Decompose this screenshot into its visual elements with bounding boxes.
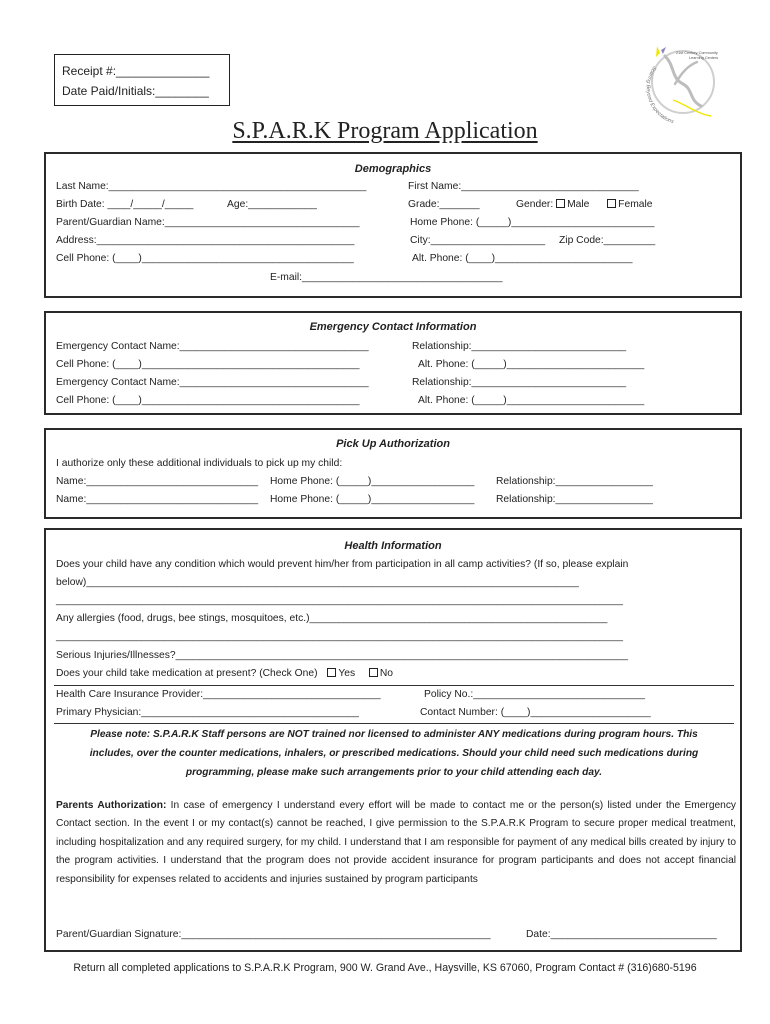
emergency-contact-section xyxy=(44,311,742,415)
zip-code-field[interactable]: Zip Code:_________ xyxy=(559,235,656,246)
email-field[interactable]: E-mail:___________________________________ xyxy=(270,272,503,283)
medication-group xyxy=(56,667,393,681)
condition-question: Does your child have any condition which would prevent him/her from participation in all camp activities? (If so, please explain xyxy=(56,559,629,570)
svg-text:Soaring Beyond Expectations xyxy=(645,65,675,126)
emergency-contact2-name-field[interactable]: Emergency Contact Name:_________________________________ xyxy=(56,377,369,388)
condition-extra-line[interactable]: ___________________________________________________________________________________________________ xyxy=(56,595,623,606)
medication-note-line1: Please note: S.P.A.R.K Staff persons are NOT trained nor licensed to administer ANY medications during program hours. This xyxy=(90,729,698,740)
pickup-name1-field[interactable]: Name:______________________________ xyxy=(56,476,259,487)
program-logo xyxy=(645,44,725,124)
condition-explain-field[interactable]: below)______________________________________________________________________________________ xyxy=(56,577,579,588)
pickup-intro-text: I authorize only these additional individuals to pick up my child: xyxy=(56,458,343,469)
emergency-contact2-relationship-field[interactable]: Relationship:___________________________ xyxy=(412,377,627,388)
emergency-heading: Emergency Contact Information xyxy=(309,321,477,333)
male-checkbox[interactable] xyxy=(556,199,565,208)
address-field[interactable]: Address:_____________________________________________ xyxy=(56,235,355,246)
parents-authorization-text xyxy=(56,797,736,889)
divider-rule xyxy=(54,685,734,686)
gender-group xyxy=(516,198,653,212)
alt-phone-field[interactable]: Alt. Phone: (____)________________________ xyxy=(412,253,633,264)
physician-contact-number-field[interactable]: Contact Number: (____)_____________________ xyxy=(420,707,651,718)
emergency-contact1-relationship-field[interactable]: Relationship:___________________________ xyxy=(412,341,627,352)
grade-field[interactable]: Grade:_______ xyxy=(408,199,480,210)
primary-physician-field[interactable]: Primary Physician:______________________________________ xyxy=(56,707,359,718)
pickup-home-phone2-field[interactable]: Home Phone: (_____)__________________ xyxy=(270,494,475,505)
pickup-relationship2-field[interactable]: Relationship:_________________ xyxy=(496,494,653,505)
medication-no-label: No xyxy=(379,668,394,679)
policy-number-field[interactable]: Policy No.:______________________________ xyxy=(424,689,646,700)
medication-no-checkbox[interactable] xyxy=(369,668,378,677)
divider-rule xyxy=(54,723,734,724)
logo-org-line2: Learning Centers xyxy=(689,56,719,60)
medication-note-line3: programming, please make such arrangements prior to your child attending each day. xyxy=(185,767,603,778)
birth-date-field[interactable]: Birth Date: ____/_____/_____ xyxy=(56,199,194,210)
receipt-number-field[interactable]: Receipt #:______________ xyxy=(62,64,210,78)
pickup-relationship1-field[interactable]: Relationship:_________________ xyxy=(496,476,653,487)
medication-yes-label: Yes xyxy=(338,668,356,679)
receipt-box xyxy=(54,54,230,106)
first-name-field[interactable]: First Name:_______________________________ xyxy=(408,181,639,192)
pickup-heading: Pick Up Authorization xyxy=(336,438,450,450)
age-field[interactable]: Age:____________ xyxy=(227,199,317,210)
logo-org-line1: 21st Century Community xyxy=(676,51,718,55)
female-label: Female xyxy=(618,199,653,210)
emergency-contact1-alt-phone-field[interactable]: Alt. Phone: (_____)________________________ xyxy=(418,359,645,370)
emergency-contact1-name-field[interactable]: Emergency Contact Name:_________________________________ xyxy=(56,341,369,352)
demographics-section xyxy=(44,152,742,298)
emergency-contact2-alt-phone-field[interactable]: Alt. Phone: (_____)________________________ xyxy=(418,395,645,406)
logo-tagline: Soaring Beyond Expectations xyxy=(644,64,675,126)
pickup-name2-field[interactable]: Name:______________________________ xyxy=(56,494,259,505)
serious-injuries-field[interactable]: Serious Injuries/Illnesses?_______________________________________________________________________________ xyxy=(56,650,629,661)
male-label: Male xyxy=(567,199,590,210)
guardian-signature-field[interactable]: Parent/Guardian Signature:______________________________________________________ xyxy=(56,929,491,940)
last-name-field[interactable]: Last Name:_____________________________________________ xyxy=(56,181,367,192)
health-heading: Health Information xyxy=(344,540,442,552)
allergies-extra-line[interactable]: ___________________________________________________________________________________________________ xyxy=(56,631,623,642)
city-field[interactable]: City:____________________ xyxy=(410,235,546,246)
medication-question: Does your child take medication at present? (Check One) xyxy=(56,668,318,679)
date-paid-field[interactable]: Date Paid/Initials:________ xyxy=(62,84,209,98)
pickup-authorization-section xyxy=(44,428,742,519)
emergency-contact1-cell-field[interactable]: Cell Phone: (____)______________________________________ xyxy=(56,359,360,370)
parents-authorization-body: In case of emergency I understand every effort will be made to contact me or the person(s) listed under the Emergency Contact section. In the event I or my contact(s) cannot be reached, I give permission to the S.P.A.R.K Program to secure proper medical treatment, including hospitalization and any required surgery, for my child. I understand that I am responsible for payment of any medical bills created by injury to the program activities. I understand that the program does not provide accident insurance for program participants and does not accept financial responsibility for expenses related to accidents and injuries sustained by program participants xyxy=(56,800,737,885)
return-instructions: Return all completed applications to S.P.A.R.K Program, 900 W. Grand Ave., Haysville, KS 67060, Program Contact # (316)680-5196 xyxy=(73,962,697,974)
form-title: S.P.A.R.K Program Application xyxy=(232,118,538,144)
allergies-field[interactable]: Any allergies (food, drugs, bee stings, mosquitoes, etc.)____________________________________________________ xyxy=(56,613,608,624)
medication-yes-checkbox[interactable] xyxy=(327,668,336,677)
demographics-heading: Demographics xyxy=(354,163,432,175)
signature-date-field[interactable]: Date:_____________________________ xyxy=(526,929,717,940)
medication-note-line2: includes, over the counter medications, inhalers, or prescribed medications. Should your child need such medications during xyxy=(89,748,699,759)
parents-authorization-label: Parents Authorization: xyxy=(56,800,167,811)
emergency-contact2-cell-field[interactable]: Cell Phone: (____)______________________________________ xyxy=(56,395,360,406)
female-checkbox[interactable] xyxy=(607,199,616,208)
insurance-provider-field[interactable]: Health Care Insurance Provider:_______________________________ xyxy=(56,689,381,700)
swirl-logo-icon xyxy=(645,44,725,124)
home-phone-field[interactable]: Home Phone: (_____)_________________________ xyxy=(410,217,655,228)
guardian-name-field[interactable]: Parent/Guardian Name:__________________________________ xyxy=(56,217,360,228)
cell-phone-field[interactable]: Cell Phone: (____)_____________________________________ xyxy=(56,253,354,264)
gender-label: Gender: xyxy=(516,199,554,210)
pickup-home-phone1-field[interactable]: Home Phone: (_____)__________________ xyxy=(270,476,475,487)
health-information-section xyxy=(44,528,742,952)
